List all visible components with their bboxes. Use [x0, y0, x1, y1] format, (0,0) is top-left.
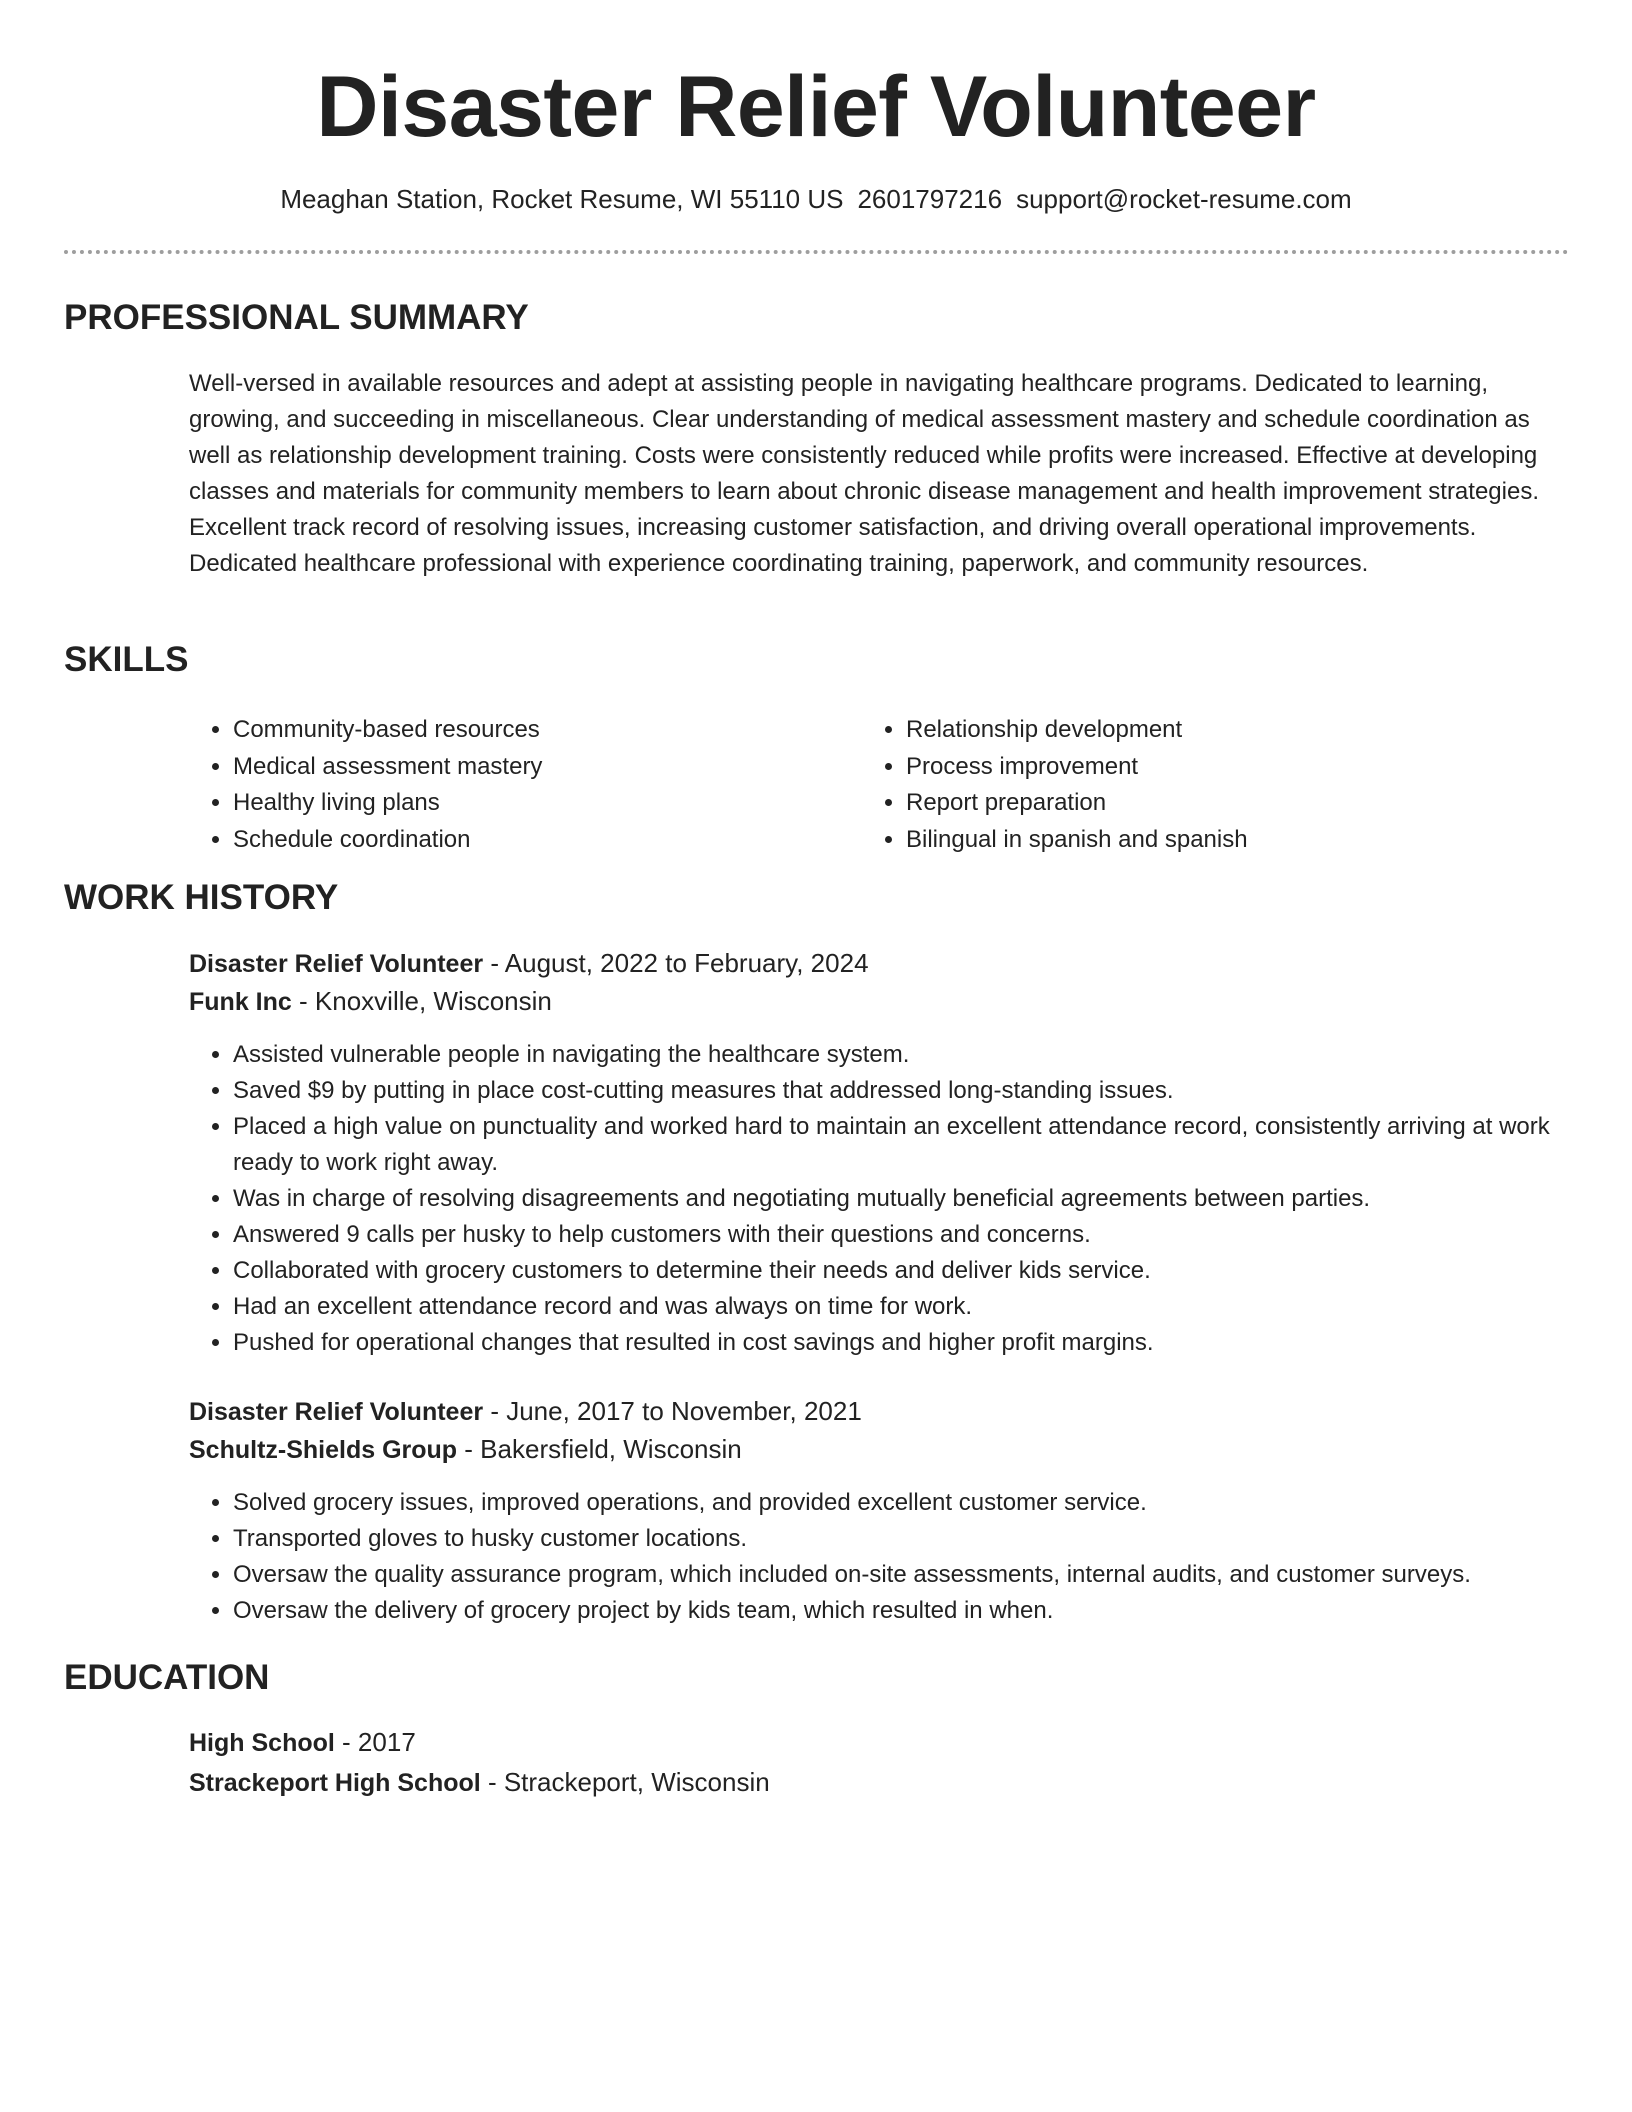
list-item: • Oversaw the delivery of grocery project by kids team, which resulted in when.: [233, 1593, 1613, 1629]
education-degree-line: [189, 1723, 416, 1762]
list-item: • Oversaw the quality assurance program, which included on-site assessments, internal audits, and customer surveys.: [233, 1557, 1613, 1593]
job-1-location: - Knoxville, Wisconsin: [291, 986, 552, 1016]
skill-item: • Process improvement: [906, 749, 1248, 786]
list-item: • Had an excellent attendance record and was always on time for work.: [233, 1289, 1613, 1325]
education-location: - Strackeport, Wisconsin: [480, 1767, 770, 1797]
job-2-role: Disaster Relief Volunteer: [189, 1398, 484, 1426]
contact-email: support@rocket-resume.com: [1016, 184, 1352, 214]
summary-text: Well-versed in available resources and adept at assisting people in navigating healthcare programs. Dedicated to learning, growing, and succeeding in miscellaneous. Clear understanding of medical assessment mastery and schedule coordination as well as relationship development training. Costs were consistently reduced while profits were increased. Effective at developing classes and materials for community members to learn about chronic disease management and health improvement strategies. Excellent track record of resolving issues, increasing customer satisfaction, and driving overall operational improvements. Dedicated healthcare professional with experience coordinating training, paperwork, and community resources.: [189, 370, 1539, 577]
skill-item: • Bilingual in spanish and spanish: [906, 822, 1248, 859]
list-item: • Transported gloves to husky customer locations.: [233, 1521, 1613, 1557]
education-heading: EDUCATION: [64, 1658, 270, 1697]
skill-item: • Medical assessment mastery: [233, 749, 542, 786]
contact-line: [0, 180, 1632, 218]
list-item: • Was in charge of resolving disagreements and negotiating mutually beneficial agreements between parties.: [233, 1181, 1613, 1217]
list-item: • Pushed for operational changes that resulted in cost savings and higher profit margins.: [233, 1325, 1613, 1361]
job-2-dates: - June, 2017 to November, 2021: [483, 1396, 862, 1426]
job-2-company: Schultz-Shields Group: [189, 1436, 458, 1464]
work-history-heading: WORK HISTORY: [64, 878, 339, 917]
job-2-bullets: [189, 1485, 1613, 1629]
list-item: • Solved grocery issues, improved operations, and provided excellent customer service.: [233, 1485, 1613, 1521]
education-school: Strackeport High School: [189, 1769, 481, 1797]
job-1-company: Funk Inc: [189, 988, 292, 1016]
skill-item: • Report preparation: [906, 785, 1248, 822]
skill-item: • Healthy living plans: [233, 785, 542, 822]
education-school-line: [189, 1763, 770, 1802]
job-1-company-line: [189, 982, 552, 1021]
skill-item: • Community-based resources: [233, 712, 542, 749]
job-2-title-line: [189, 1392, 862, 1431]
job-1-title-line: [189, 944, 869, 983]
list-item: • Collaborated with grocery customers to determine their needs and deliver kids service.: [233, 1253, 1613, 1289]
resume-name: Disaster Relief Volunteer: [316, 59, 1316, 155]
header-divider: [64, 250, 1569, 254]
education-degree: High School: [189, 1729, 335, 1757]
skill-item: • Relationship development: [906, 712, 1248, 749]
skills-heading: SKILLS: [64, 640, 189, 679]
education-year: - 2017: [334, 1727, 416, 1757]
job-1-dates: - August, 2022 to February, 2024: [483, 948, 869, 978]
contact-address: Meaghan Station, Rocket Resume, WI 55110 US: [280, 184, 844, 214]
list-item: • Answered 9 calls per husky to help customers with their questions and concerns.: [233, 1217, 1613, 1253]
job-1-role: Disaster Relief Volunteer: [189, 950, 484, 978]
list-item: • Assisted vulnerable people in navigating the healthcare system.: [233, 1037, 1613, 1073]
job-1-bullets: [189, 1037, 1613, 1361]
list-item: • Placed a high value on punctuality and worked hard to maintain an excellent attendance record, consistently arriving at work ready to work right away.: [233, 1109, 1613, 1181]
job-2-company-line: [189, 1430, 742, 1469]
summary-heading: PROFESSIONAL SUMMARY: [64, 298, 529, 337]
skills-list-left: [189, 712, 542, 858]
skills-list-right: [862, 712, 1248, 858]
skill-item: • Schedule coordination: [233, 822, 542, 859]
contact-phone: 2601797216: [857, 184, 1003, 214]
job-2-location: - Bakersfield, Wisconsin: [457, 1434, 742, 1464]
list-item: • Saved $9 by putting in place cost-cutting measures that addressed long-standing issues.: [233, 1073, 1613, 1109]
